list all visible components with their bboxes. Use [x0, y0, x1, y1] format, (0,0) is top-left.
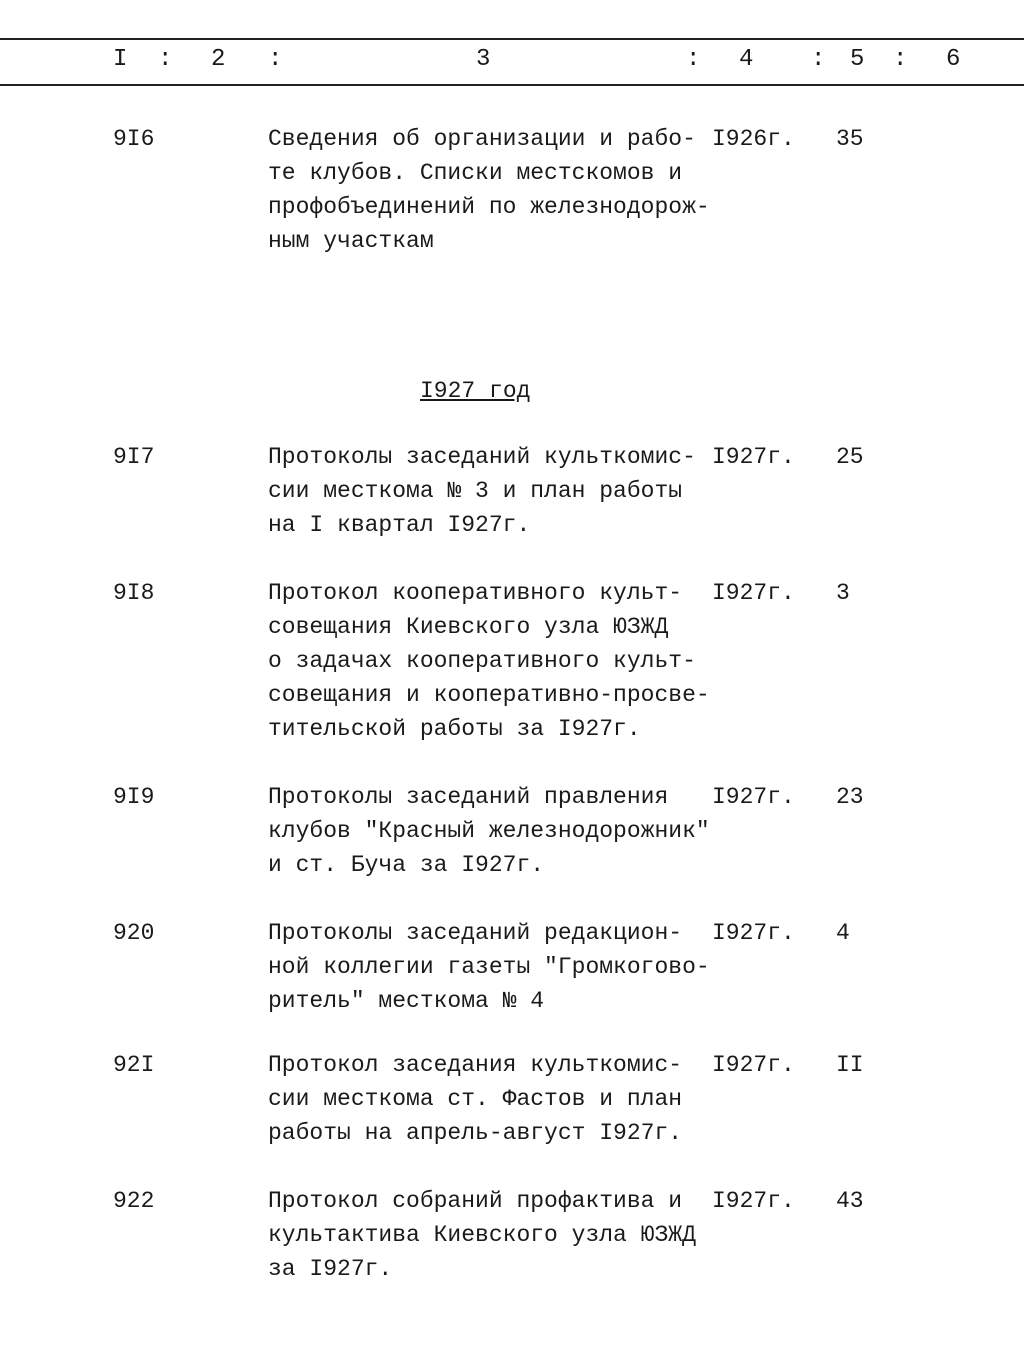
col-header-2: 2 [211, 46, 226, 73]
record-sheets: 43 [836, 1188, 864, 1214]
record-number: 92I [113, 1052, 155, 1078]
record-year: I927г. [712, 920, 795, 946]
record-sheets: 3 [836, 580, 850, 606]
record-description: Протоколы заседаний правления клубов "Красный железнодорожник" и ст. Буча за I927г. [268, 784, 710, 878]
record-number: 9I7 [113, 444, 155, 470]
record-description: Протокол собраний профактива и культактива Киевского узла ЮЗЖД за I927г. [268, 1188, 696, 1282]
record-year: I927г. [712, 784, 795, 810]
col-header-4: 4 [739, 46, 754, 73]
col-separator: : [811, 46, 826, 73]
record-number: 922 [113, 1188, 155, 1214]
col-header-1: I [113, 46, 128, 73]
section-heading: I927 год [420, 378, 531, 404]
record-description: Протокол заседания культкомис- сии месткома ст. Фастов и план работы на апрель-август I927г. [268, 1052, 683, 1146]
record-number: 9I8 [113, 580, 155, 606]
record-sheets: 35 [836, 126, 864, 152]
record-number: 9I6 [113, 126, 155, 152]
header-bottom-rule [0, 84, 1024, 86]
col-header-6: 6 [946, 46, 961, 73]
record-year: I926г. [712, 126, 795, 152]
record-description: Сведения об организации и рабо- те клубов. Списки местскомов и профобъединений по железнодорож- ным участкам [268, 126, 710, 254]
record-year: I927г. [712, 580, 795, 606]
record-description: Протокол кооперативного культ- совещания Киевского узла ЮЗЖД о задачах кооперативного культ- совещания и кооперативно-просве- тительской работы за I927г. [268, 580, 710, 742]
record-number: 9I9 [113, 784, 155, 810]
col-separator: : [268, 46, 283, 73]
record-sheets: II [836, 1052, 864, 1078]
col-header-3: 3 [476, 46, 491, 73]
record-year: I927г. [712, 444, 795, 470]
record-sheets: 4 [836, 920, 850, 946]
record-sheets: 23 [836, 784, 864, 810]
col-separator: : [893, 46, 908, 73]
record-description: Протоколы заседаний редакцион- ной коллегии газеты "Громкогово- ритель" месткома № 4 [268, 920, 710, 1014]
col-separator: : [686, 46, 701, 73]
record-year: I927г. [712, 1188, 795, 1214]
record-description: Протоколы заседаний культкомис- сии месткома № 3 и план работы на I квартал I927г. [268, 444, 696, 538]
col-separator: : [158, 46, 173, 73]
col-header-5: 5 [850, 46, 865, 73]
record-sheets: 25 [836, 444, 864, 470]
header-top-rule [0, 38, 1024, 40]
record-year: I927г. [712, 1052, 795, 1078]
record-number: 920 [113, 920, 155, 946]
